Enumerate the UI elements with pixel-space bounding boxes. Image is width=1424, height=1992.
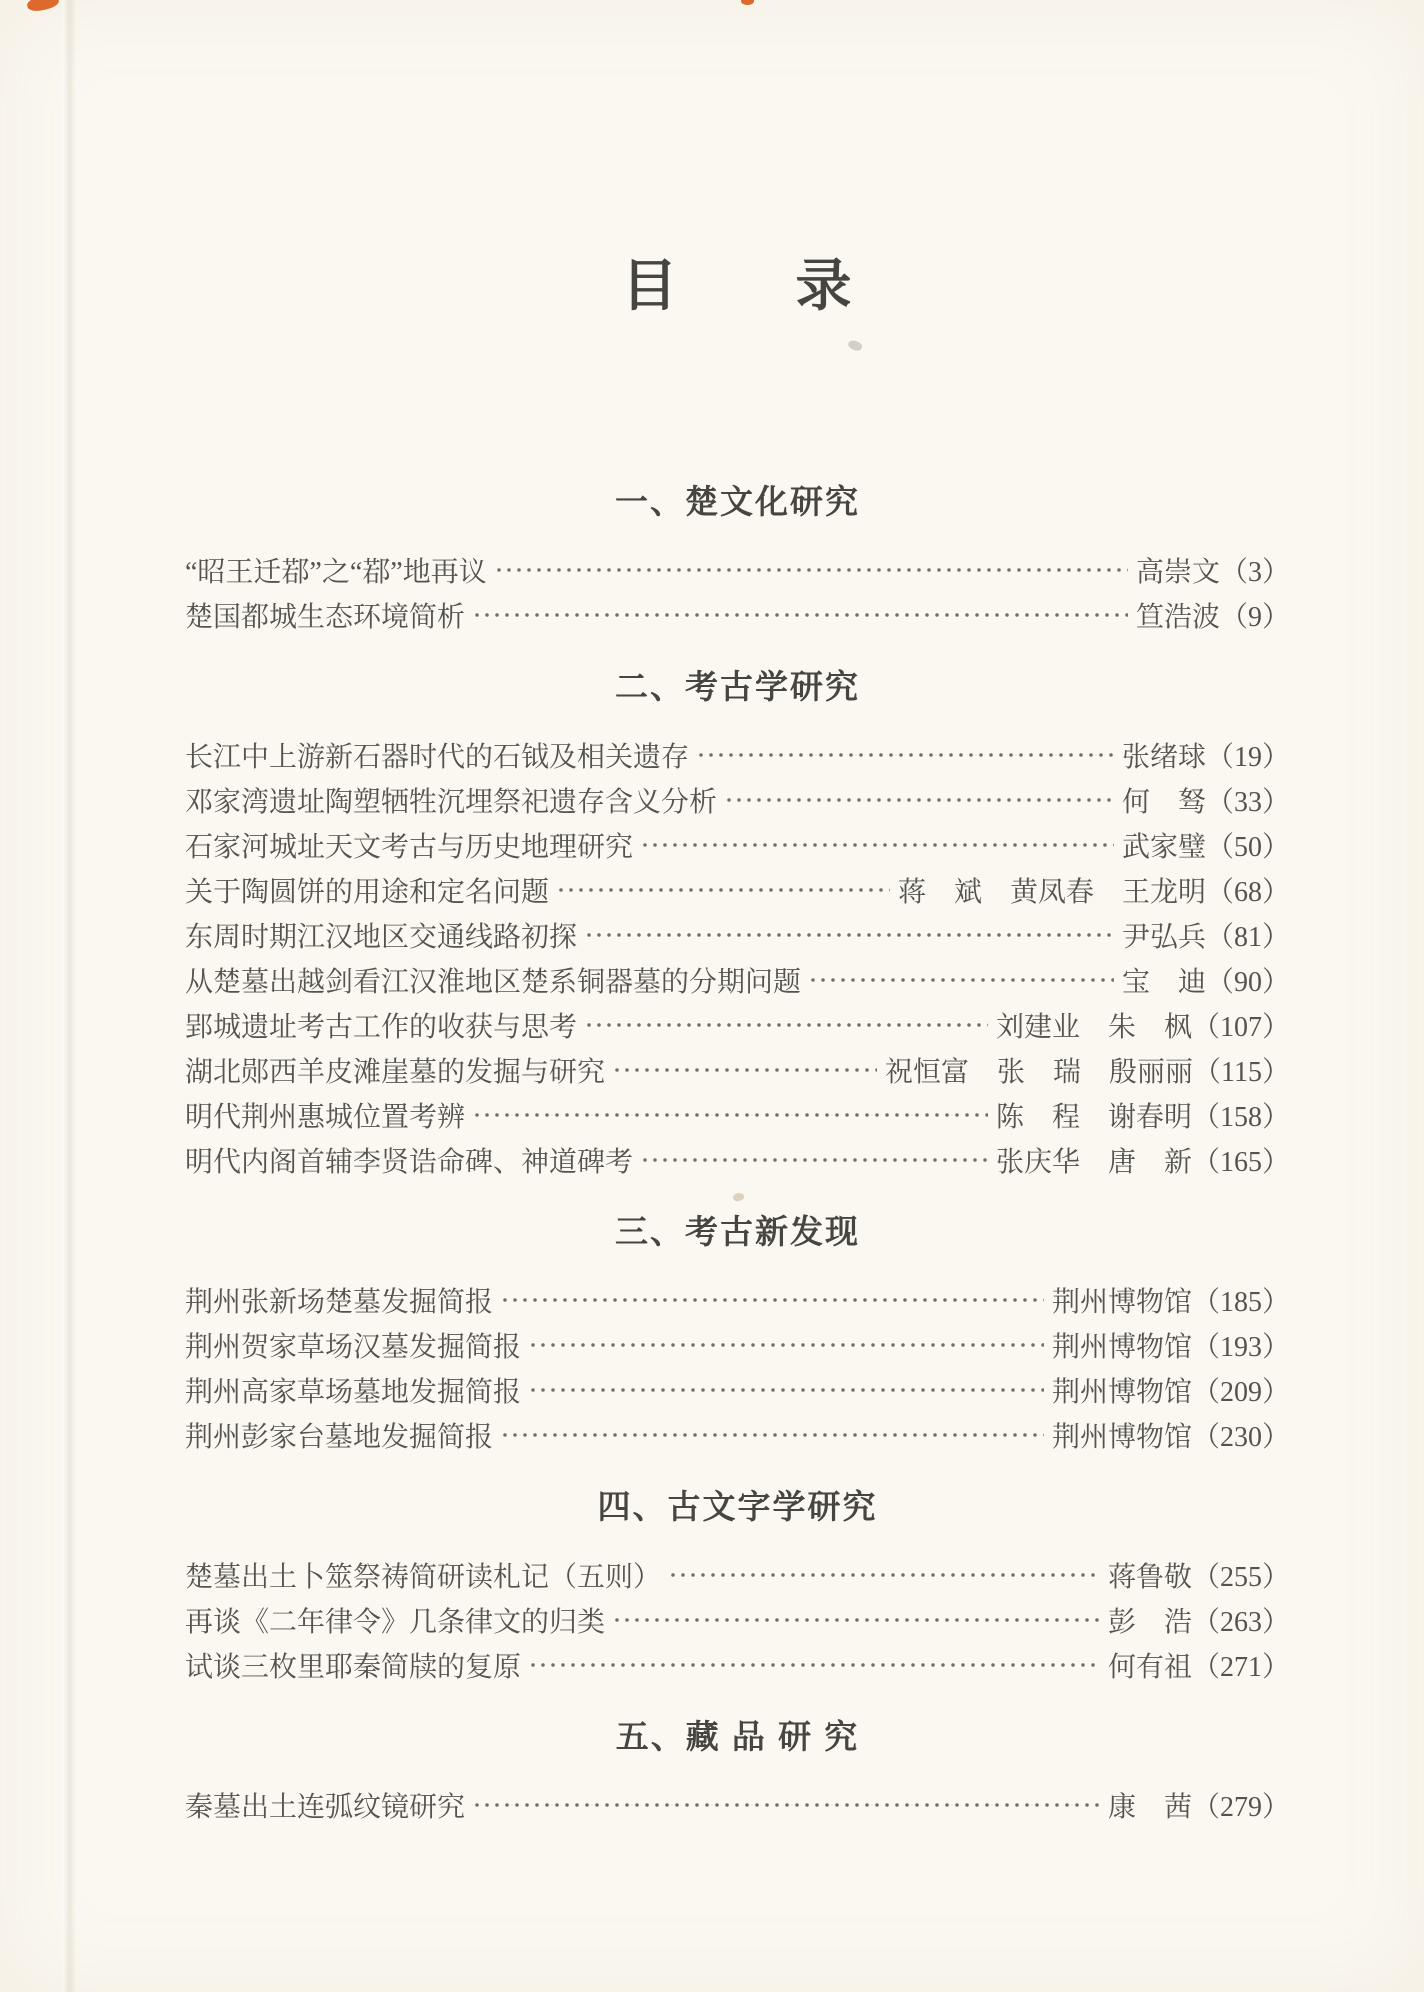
dot-leader [694,732,1114,777]
dot-leader [582,912,1114,957]
entry-authors: 尹弘兵 [1121,921,1206,953]
toc-entry [185,1047,1290,1092]
entry-title: 邓家湾遗址陶塑牺牲沉埋祭祀遗存含义分析 [185,786,718,818]
toc-entry [185,1277,1290,1322]
entry-page-number: （255） [1191,1561,1290,1593]
toc-entry [185,822,1290,867]
entry-page-number: （230） [1191,1421,1290,1453]
entry-authors: 彭 浩 [1107,1606,1192,1638]
dot-leader [470,592,1128,637]
table-of-contents [185,0,1290,1827]
section-entries [185,732,1290,1182]
toc-entry [185,732,1290,777]
entry-page-number: （193） [1191,1331,1290,1363]
entry-page-number: （115） [1193,1056,1290,1088]
entry-page-number: （90） [1205,966,1290,998]
section-heading: 四、古文字学研究 [597,1488,878,1525]
toc-entry [185,777,1290,822]
entry-page-number: （68） [1205,876,1290,908]
toc-entry [185,912,1290,957]
page-gutter-crease [62,0,76,1992]
toc-section [185,1714,1290,1827]
entry-page-number: （9） [1219,601,1290,633]
entry-title: 关于陶圆饼的用途和定名问题 [185,876,550,908]
dot-leader [470,1782,1100,1827]
entry-authors: 何 驽 [1121,786,1206,818]
section-heading: 二、考古学研究 [615,668,860,705]
entry-page-number: （107） [1191,1011,1290,1043]
entry-authors: 张绪球 [1121,741,1206,773]
entry-authors: 蒋鲁敬 [1107,1561,1192,1593]
toc-entry [185,957,1290,1002]
entry-title: 楚墓出土卜筮祭祷简研读札记（五则） [185,1561,662,1593]
scan-artifact [26,0,60,13]
section-heading: 三、考古新发现 [615,1213,860,1250]
entry-authors: 陈 程 谢春明 [995,1101,1192,1133]
toc-entry [185,547,1290,592]
toc-entry [185,1597,1290,1642]
entry-authors: 刘建业 朱 枫 [995,1011,1192,1043]
entry-authors: 笪浩波 [1135,601,1220,633]
dot-leader [498,1277,1044,1322]
entry-title: 石家河城址天文考古与历史地理研究 [185,831,634,863]
dot-leader [638,1137,988,1182]
entry-authors: 何有祖 [1107,1651,1192,1683]
entry-title: 楚国都城生态环境简析 [185,601,466,633]
entry-title: 郢城遗址考古工作的收获与思考 [185,1011,578,1043]
entry-authors: 宝 迪 [1121,966,1206,998]
dot-leader [722,777,1114,822]
dot-leader [806,957,1114,1002]
entry-authors: 武家璧 [1121,831,1206,863]
toc-entry [185,1137,1290,1182]
dot-leader [492,547,1128,592]
entry-title: “昭王迁鄀”之“鄀”地再议 [185,556,487,588]
toc-section [185,664,1290,1182]
toc-section [185,1484,1290,1687]
section-entries [185,547,1290,637]
toc-entry [185,1002,1290,1047]
toc-entry [185,1412,1290,1457]
entry-page-number: （50） [1205,831,1290,863]
dot-leader [666,1552,1100,1597]
dot-leader [610,1047,877,1092]
section-entries [185,1277,1290,1457]
entry-page-number: （165） [1191,1146,1290,1178]
entry-page-number: （158） [1191,1101,1290,1133]
dot-leader [638,822,1114,867]
entry-page-number: （209） [1191,1376,1290,1408]
toc-entry [185,867,1290,912]
toc-entry [185,592,1290,637]
toc-section [185,479,1290,637]
dot-leader [526,1642,1100,1687]
section-heading: 五、藏 品 研 究 [615,1718,860,1755]
entry-title: 试谈三枚里耶秦简牍的复原 [185,1651,522,1683]
section-entries [185,1782,1290,1827]
dot-leader [498,1412,1044,1457]
toc-entry [185,1322,1290,1367]
entry-page-number: （185） [1191,1286,1290,1318]
toc-entry [185,1552,1290,1597]
dot-leader [470,1092,988,1137]
entry-authors: 康 茜 [1107,1791,1192,1823]
entry-title: 湖北郧西羊皮滩崖墓的发掘与研究 [185,1056,606,1088]
entry-authors: 荆州博物馆 [1051,1376,1192,1408]
toc-entry [185,1367,1290,1412]
entry-page-number: （279） [1191,1791,1290,1823]
toc-entry [185,1782,1290,1827]
entry-title: 秦墓出土连弧纹镜研究 [185,1791,466,1823]
entry-page-number: （81） [1205,921,1290,953]
dot-leader [526,1367,1044,1412]
entry-page-number: （3） [1219,556,1290,588]
entry-authors: 高崇文 [1135,556,1220,588]
entry-title: 从楚墓出越剑看江汉淮地区楚系铜器墓的分期问题 [185,966,802,998]
entry-authors: 荆州博物馆 [1051,1286,1192,1318]
entry-authors: 张庆华 唐 新 [995,1146,1192,1178]
entry-title: 东周时期江汉地区交通线路初探 [185,921,578,953]
toc-entry [185,1642,1290,1687]
entry-title: 荆州高家草场墓地发掘简报 [185,1376,522,1408]
dot-leader [554,867,890,912]
toc-sections [185,479,1290,1827]
entry-title: 明代荆州惠城位置考辨 [185,1101,466,1133]
entry-page-number: （263） [1191,1606,1290,1638]
entry-title: 荆州张新场楚墓发掘简报 [185,1286,494,1318]
entry-page-number: （19） [1205,741,1290,773]
entry-authors: 蒋 斌 黄凤春 王龙明 [897,876,1206,908]
entry-authors: 荆州博物馆 [1051,1331,1192,1363]
entry-title: 再谈《二年律令》几条律文的归类 [185,1606,606,1638]
entry-page-number: （33） [1205,786,1290,818]
dot-leader [582,1002,988,1047]
entry-title: 荆州贺家草场汉墓发掘简报 [185,1331,522,1363]
section-heading: 一、楚文化研究 [615,483,860,520]
entry-authors: 祝恒富 张 瑞 殷丽丽 [885,1056,1194,1088]
toc-section [185,1209,1290,1457]
entry-title: 长江中上游新石器时代的石钺及相关遗存 [185,741,690,773]
entry-title: 荆州彭家台墓地发掘简报 [185,1421,494,1453]
entry-page-number: （271） [1191,1651,1290,1683]
dot-leader [610,1597,1100,1642]
dot-leader [526,1322,1044,1367]
entry-title: 明代内阁首辅李贤诰命碑、神道碑考 [185,1146,634,1178]
page-title: 目 录 [621,254,854,317]
section-entries [185,1552,1290,1687]
toc-entry [185,1092,1290,1137]
entry-authors: 荆州博物馆 [1051,1421,1192,1453]
